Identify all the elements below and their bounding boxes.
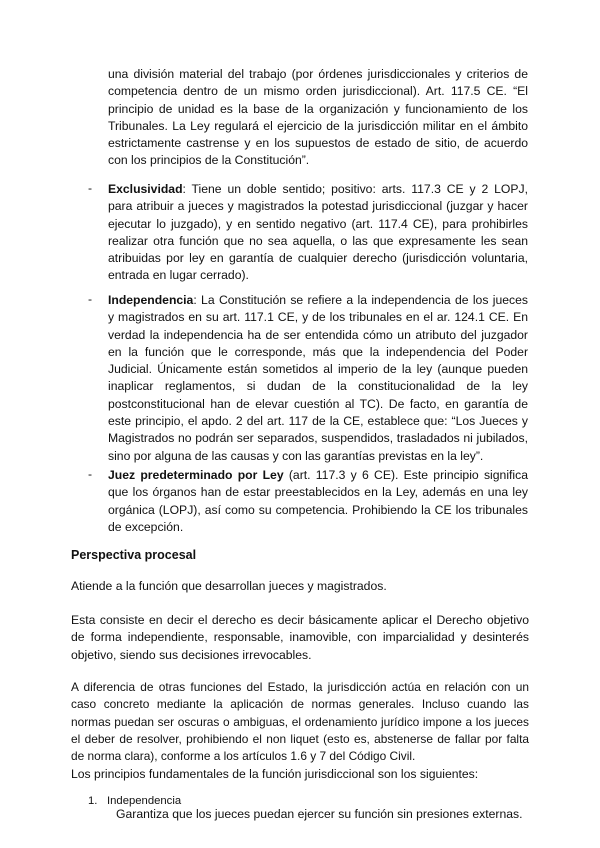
paragraph: A diferencia de otras funciones del Estado, la jurisdicción actúa en relación con un caso concreto mediante la aplicación de normas generales. Incluso cuando las normas puedan ser oscuras o ambiguas, el ordenamiento jurídico impone a los jueces el deber de resolver, prohibiendo el non liquet (esto es, abstenerse de fallar por falta de norma clara), conforme a los artículos 1.6 y 7 del Código Civil.: [71, 680, 529, 764]
paragraph: Los principios fundamentales de la función jurisdiccional son los siguientes:: [71, 767, 479, 781]
paragraph: Atiende a la función que desarrollan jueces y magistrados.: [71, 579, 387, 593]
list-item-description: Garantiza que los jueces puedan ejercer su función sin presiones externas.: [116, 807, 523, 821]
list-item-title: Independencia: [107, 795, 182, 807]
bullet-text: : Tiene un doble sentido; positivo: arts. 117.3 CE y 2 LOPJ, para atribuir a jueces y magistrados la potestad jurisdiccional (juzgar y hacer ejecutar lo juzgado), y en sentido negativo (art. 117.4 CE), para prohibirles realizar otra función que no sea aquella, o las que expresamente les sean atribuidas por ley en garantía de cualquier derecho (jurisdicción voluntaria, entrada en lugar cerrado).: [108, 182, 528, 283]
paragraph: Esta consiste en decir el derecho es decir básicamente aplicar el Derecho objetivo de forma independiente, responsable, inamovible, con imparcialidad y desinterés objetivo, siendo sus decisiones irrevocables.: [71, 613, 529, 662]
bullet-item-juez-predeterminado: [108, 467, 528, 536]
section-heading: Perspectiva procesal: [71, 548, 197, 562]
bullet-marker: -: [88, 467, 93, 481]
bullet-marker: -: [88, 181, 93, 195]
bullet-term: Exclusividad: [108, 182, 183, 196]
bullet-term: Juez predeterminado por Ley: [108, 468, 284, 482]
continuation-paragraph: una división material del trabajo (por órdenes jurisdiccionales y criterios de competencia dentro de un mismo orden jurisdiccional). Art. 117.5 CE. “El principio de unidad es la base de la organización y funcionamiento de los Tribunales. La Ley regulará el ejercicio de la jurisdicción militar en el ámbito estrictamente castrense y en los supuestos de estado de sitio, de acuerdo con los principios de la Constitución”.: [108, 67, 528, 168]
bullet-text: (art. 117.3 y 6 CE). Este principio significa que los órganos han de estar preestablecidos en la Ley, además en una ley orgánica (LOPJ), así como su competencia. Prohibiendo la CE los tribunales de excepción.: [108, 468, 528, 534]
list-number: 1.: [88, 795, 98, 807]
bullet-item-exclusividad: [108, 181, 528, 285]
bullet-marker: -: [88, 292, 93, 306]
bullet-term: Independencia: [108, 293, 194, 307]
bullet-item-independencia: [108, 292, 528, 465]
bullet-text: : La Constitución se refiere a la independencia de los jueces y magistrados en su art. 117.1 CE, y de los tribunales en el ar. 124.1 CE. En verdad la independencia ha de ser entendida cómo un atributo del juzgador en la función que le corresponde, más que la independencia del Poder Judicial. Únicamente están sometidos al imperio de la ley (aunque pueden inaplicar reglamentos, si dudan de la constitucionalidad de la ley postconstitucional han de elevar cuestión al TC). De facto, en garantía de este principio, el apdo. 2 del art. 117 de la CE, establece que: “Los Jueces y Magistrados no podrán ser separados, suspendidos, trasladados ni jubilados, sino por alguna de las causas y con las garantías previstas en la ley”.: [108, 293, 528, 463]
